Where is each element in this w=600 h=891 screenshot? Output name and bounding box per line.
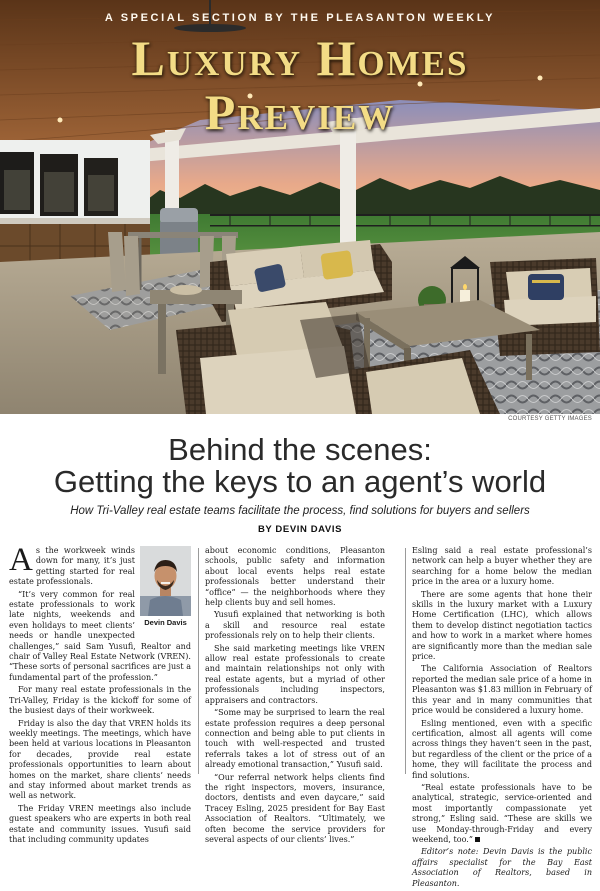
paragraph: “It’s very common for real estate professionals to work late nights, weekends and even holidays to meet clients’ needs or handle unexpected challenges,” said Sam Yusufi, Realtor and chair of Valley Real Estate Network (VREN). “These sorts of personal sacrifices are just a fundamental part of the profession.” [9, 589, 191, 682]
paragraph: The California Association of Realtors reported the median sale price of a home in Pleasanton was $1.83 million in February of this year and in many communities that price would be considered a luxury home. [412, 664, 592, 716]
column-3 [412, 546, 592, 891]
paragraph: Friday is also the day that VREN holds its weekly meetings. The meetings, which have been held at various locations in Pleasanton for decades, provide real estate professionals opportunities to learn about homes on the market, share clients’ needs and stay informed about market trends as well as network. [9, 718, 191, 801]
column-rule [198, 548, 199, 774]
paragraph: “Some may be surprised to learn the real estate profession requires a deep personal connection and being able to put clients in touch with well-respected and trusted referrals takes a lot of stress out of an already emotional transaction,” Yusufi said. [205, 708, 385, 770]
author-photo-caption: Devin Davis [144, 618, 187, 627]
paragraph: The Friday VREN meetings also include guest speakers who are experts in both real estate and community issues. Yusufi said that including community updates [9, 803, 191, 844]
deck: How Tri-Valley real estate teams facilitate the process, find solutions for buyers and sellers [70, 505, 530, 517]
author-photo [140, 546, 191, 616]
headline-line-2: Getting the keys to an agent’s world [53, 464, 547, 499]
editor-note: Editor’s note: Devin Davis is the public affairs specialist for the Bay East Association of Realtors, based in Pleasanton. [412, 847, 592, 888]
column-rule [405, 548, 406, 774]
byline: BY DEVIN DAVIS [257, 524, 343, 535]
paragraph: For many real estate professionals in the Tri-Valley, Friday is the kickoff for some of the busiest days of their workweek. [9, 685, 191, 716]
section-title-line-2: Preview [204, 84, 396, 140]
author-photo-box [140, 546, 191, 628]
section-title-line-1: Luxury Homes [131, 30, 469, 86]
paragraph: “Real estate professionals have to be analytical, strategic, service-oriented and most importantly compassionate yet strong,” Esling said. “These are skills we use Monday-through-Friday and every weekend, too.” [412, 782, 592, 844]
paragraph: She said marketing meetings like VREN allow real estate professionals to create and maintain relationships not only with real estate agents, but a myriad of other professionals including inspectors, appraisers and contractors. [205, 643, 385, 705]
hero-image [0, 0, 600, 414]
column-2 [205, 546, 385, 847]
dropcap: A [9, 542, 33, 578]
paragraph: Esling said a real estate professional’s network can help a buyer whether they are searching for a home below the median price in the area or a luxury home. [412, 546, 592, 587]
paragraph: “Our referral network helps clients find the right inspectors, movers, insurance, doctors, dentists and even daycare,” said Tracey Esling, 2025 president for Bay East Association of Realtors. “Ultimately, we often become the service providers for several aspects of our clients’ lives.” [205, 772, 385, 844]
paragraph: There are some agents that hone their skills in the luxury market with a Luxury Home Certification (LHC), which allows them to develop distinct negotiation tactics and how to work in a market where homes are significantly more than the median sale price. [412, 589, 592, 662]
end-mark [475, 837, 480, 842]
photo-credit: COURTESY GETTY IMAGES [508, 416, 592, 422]
paragraph: Yusufi explained that networking is both a skill and resource real estate professionals rely on to help their clients. [205, 610, 385, 641]
paragraph: As the workweek winds down for many, it’s just getting started for real estate professionals. [9, 542, 135, 587]
column-1 [9, 542, 191, 847]
headline-line-1: Behind the scenes: [168, 432, 432, 467]
paragraph: Esling mentioned, even with a specific certification, almost all agents will come across things they haven’t seen in the past, but regardless of the client or the price of a home, they will facilitate the process and find solutions. [412, 718, 592, 780]
paragraph: about economic conditions, Pleasanton schools, public safety and information about local events helps real estate professionals better understand their “office” — the neighborhoods where they help clients buy and sell homes. [205, 546, 385, 608]
section-kicker: A SPECIAL SECTION BY THE PLEASANTON WEEKLY [104, 12, 496, 24]
